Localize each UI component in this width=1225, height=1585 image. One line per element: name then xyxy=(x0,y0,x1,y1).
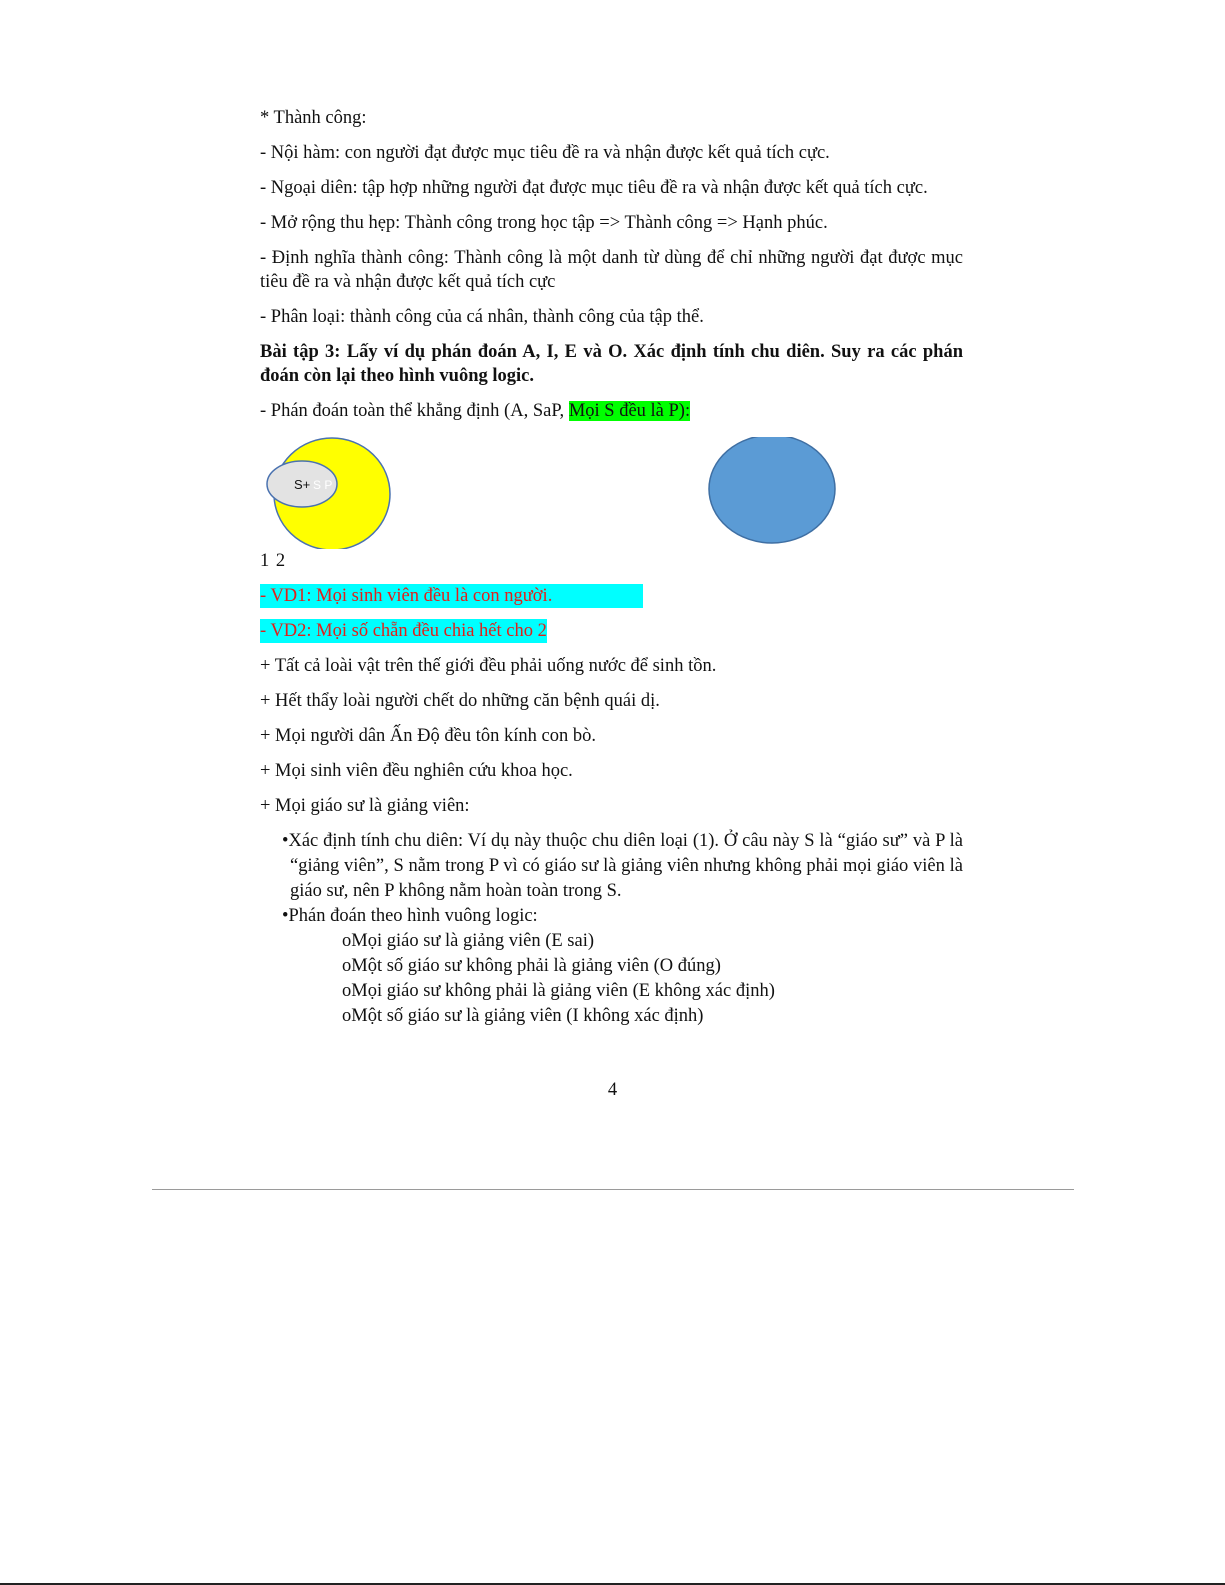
square-item: oMọi giáo sư không phải là giảng viên (E không xác định) xyxy=(342,981,775,1001)
inner-label: S+ xyxy=(294,477,311,492)
square-item: oMột số giáo sư không phải là giảng viên (O đúng) xyxy=(342,956,721,976)
list-item: + Mọi người dân Ấn Độ đều tôn kính con bò. xyxy=(260,726,596,746)
bullet-definition: •Xác định tính chu diên: Ví dụ này thuộc chu diên loại (1). Ở câu này S là “giáo sư” và P là “giảng viên”, S nằm trong P vì có giáo sư là giảng viên nhưng không phải mọi giáo viên là giáo sư, nên P không nằm hoàn toàn trong S. xyxy=(282,831,963,901)
list-item: + Mọi sinh viên đều nghiên cứu khoa học. xyxy=(260,761,573,781)
judgment-line xyxy=(260,399,963,423)
section-heading: * Thành công: xyxy=(260,108,367,128)
phan-loai-line: - Phân loại: thành công của cá nhân, thành công của tập thể. xyxy=(260,307,704,327)
list-item: + Tất cả loài vật trên thế giới đều phải uống nước để sinh tồn. xyxy=(260,656,717,676)
venn-svg xyxy=(260,437,963,549)
exercise-title: Bài tập 3: Lấy ví dụ phán đoán A, I, E và O. Xác định tính chu diên. Suy ra các phán đoán còn lại theo hình vuông logic. xyxy=(260,342,963,386)
venn-diagram xyxy=(260,437,963,549)
list-item: + Mọi giáo sư là giảng viên: xyxy=(260,796,470,816)
dinh-nghia-line: - Định nghĩa thành công: Thành công là một danh từ dùng để chỉ những người đạt được mục tiêu đề ra và nhận được kết quả tích cực xyxy=(260,248,963,292)
page-content xyxy=(260,106,963,1029)
judgment-prefix: - Phán đoán toàn thể khẳng định (A, SaP, xyxy=(260,401,569,421)
right-circle xyxy=(709,437,835,543)
square-item: oMọi giáo sư là giảng viên (E sai) xyxy=(342,931,595,951)
square-item: oMột số giáo sư là giảng viên (I không xác định) xyxy=(342,1006,704,1026)
faint-label: S P xyxy=(313,478,333,492)
noi-ham-line: - Nội hàm: con người đạt được mục tiêu đề ra và nhận được kết quả tích cực. xyxy=(260,143,830,163)
diagram-numbers: 1 2 xyxy=(260,551,287,571)
page-divider xyxy=(152,1189,1074,1190)
ngoai-dien-line: - Ngoại diên: tập hợp những người đạt được mục tiêu đề ra và nhận được kết quả tích cực. xyxy=(260,178,928,198)
list-item: + Hết thẩy loài người chết do những căn bệnh quái dị. xyxy=(260,691,660,711)
example-vd1: - VD1: Mọi sinh viên đều là con người. xyxy=(260,584,643,608)
page-number: 4 xyxy=(607,1080,618,1100)
mo-rong-line: - Mở rộng thu hẹp: Thành công trong học tập => Thành công => Hạnh phúc. xyxy=(260,213,828,233)
example-vd2: - VD2: Mọi số chẵn đều chia hết cho 2 xyxy=(260,621,547,641)
bullet-square: •Phán đoán theo hình vuông logic: xyxy=(282,906,538,926)
judgment-highlight: Mọi S đều là P): xyxy=(568,401,691,421)
